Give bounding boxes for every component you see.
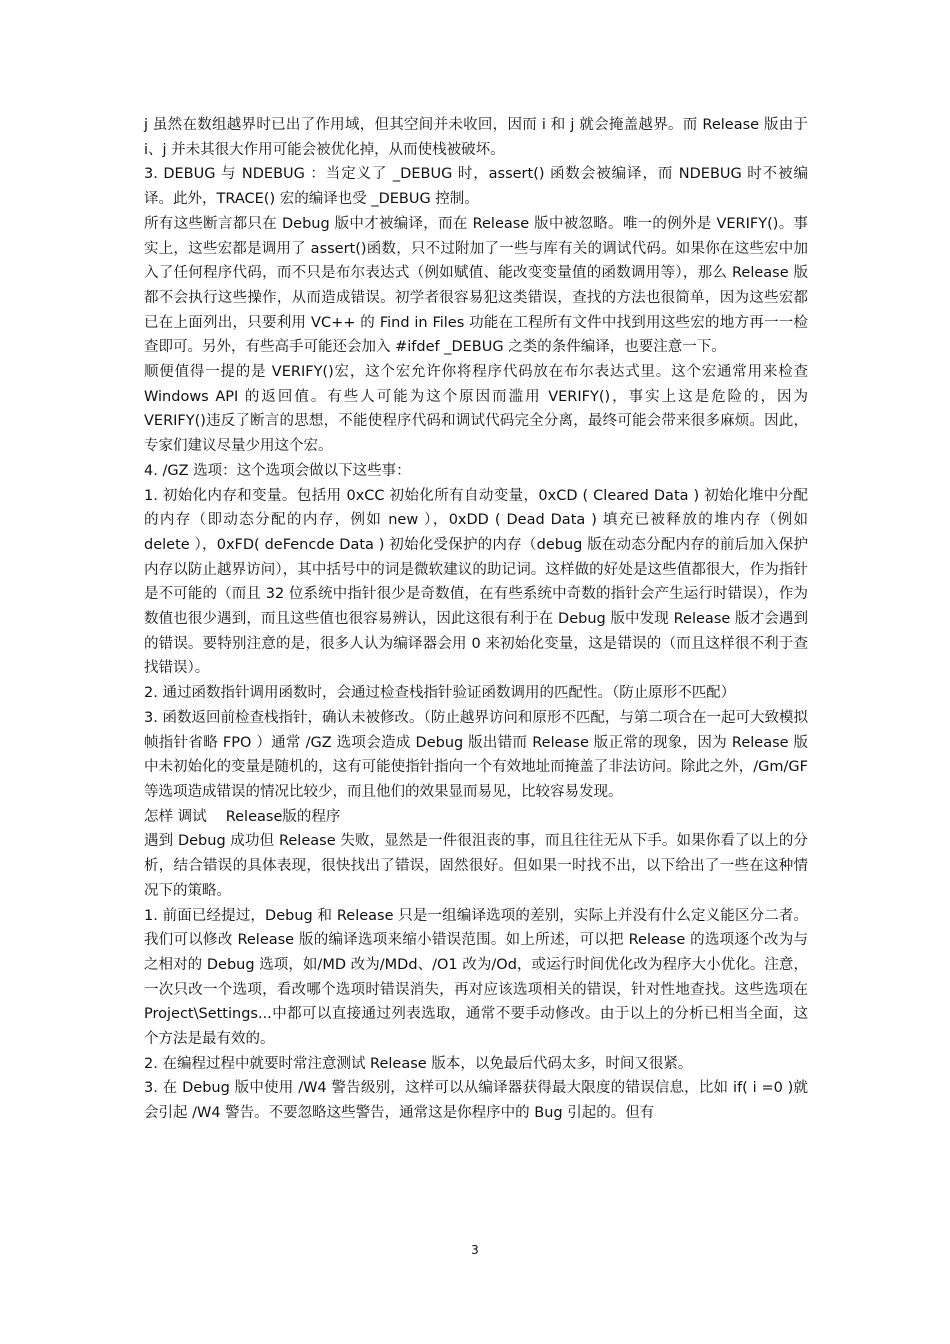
section-heading: 怎样 调试 Release版的程序 xyxy=(144,808,341,825)
paragraph: 3. 在 Debug 版中使用 /W4 警告级别，这样可以从编译器获得最大限度的错误信息，比如 if( i =0 )就会引起 /W4 警告。不要忽略这些警告，通常这是你程序中的 Bug 引起的。但有 xyxy=(144,1080,808,1122)
paragraph: 3. DEBUG 与 NDEBUG ：当定义了 _DEBUG 时，assert() 函数会被编译，而 NDEBUG 时不被编译。此外，TRACE() 宏的编译也受 _DEBUG 控制。 xyxy=(144,166,808,208)
paragraph: 3. 函数返回前检查栈指针，确认未被修改。（防止越界访问和原形不匹配，与第二项合在一起可大致模拟帧指针省略 FPO ）通常 /GZ 选项会造成 Debug 版出错而 Release 版正常的现象，因为 Release 版中未初始化的变量是随机的，这有可能使指针指向一个有效地址而掩盖了非法访问。除此之外，/Gm/GF 等选项造成错误的情况比较少，而且他们的效果显而易见，比较容易发现。 xyxy=(144,709,808,800)
paragraph: 所有这些断言都只在 Debug 版中才被编译，而在 Release 版中被忽略。唯一的例外是 VERIFY()。事实上，这些宏都是调用了 assert()函数，只不过附加了一些与库有关的调试代码。如果你在这些宏中加入了任何程序代码，而不只是布尔表达式（例如赋值、能改变变量值的函数调用等），那么 Release 版都不会执行这些操作，从而造成错误。初学者很容易犯这类错误，查找的方法也很简单，因为这些宏都已在上面列出，只要利用 VC++ 的 Find in Files 功能在工程所有文件中找到用这些宏的地方再一一检查即可。另外，有些高手可能还会加入 #ifdef _DEBUG 之类的条件编译，也要注意一下。 xyxy=(144,215,808,356)
paragraph: j 虽然在数组越界时已出了作用域，但其空间并未收回，因而 i 和 j 就会掩盖越界。而 Release 版由于 i、j 并未其很大作用可能会被优化掉，从而使栈被破坏。 xyxy=(144,117,808,158)
paragraph: 2. 在编程过程中就要时常注意测试 Release 版本，以免最后代码太多，时间又很紧。 xyxy=(144,1055,693,1072)
section-heading: 4. /GZ 选项：这个选项会做以下这些事： xyxy=(144,462,411,479)
paragraph: 1. 前面已经提过，Debug 和 Release 只是一组编译选项的差别，实际上并没有什么定义能区分二者。我们可以修改 Release 版的编译选项来缩小错误范围。如上所述，可以把 Release 的选项逐个改为与之相对的 Debug 选项，如/MD 改为/MDd、/O1 改为/Od，或运行时间优化改为程序大小优化。注意，一次只改一个选项，看改哪个选项时错误消失，再对应该选项相关的错误，针对性地查找。这些选项在 Project\Settings...中都可以直接通过列表选取，通常不要手动修改。由于以上的分析已相当全面，这个方法是最有效的。 xyxy=(144,907,808,1048)
paragraph: 1. 初始化内存和变量。包括用 0xCC 初始化所有自动变量，0xCD ( Cleared Data ) 初始化堆中分配的内存（即动态分配的内存，例如 new ），0xDD ( Dead Data ) 填充已被释放的堆内存（例如 delete ），0xFD( deFencde Data ) 初始化受保护的内存（debug 版在动态分配内存的前后加入保护内存以防止越界访问），其中括号中的词是微软建议的助记词。这样做的好处是这些值都很大，作为指针是不可能的（而且 32 位系统中指针很少是奇数值，在有些系统中奇数的指针会产生运行时错误），作为数值也很少遇到，而且这些值也很容易辨认，因此这很有利于在 Debug 版中发现 Release 版才会遇到的错误。要特别注意的是，很多人认为编译器会用 0 来初始化变量，这是错误的（而且这样很不利于查找错误）。 xyxy=(144,487,808,677)
paragraph: 顺便值得一提的是 VERIFY()宏，这个宏允许你将程序代码放在布尔表达式里。这个宏通常用来检查 Windows API 的返回值。有些人可能为这个原因而滥用 VERIFY()，事实上这是危险的，因为 VERIFY()违反了断言的思想，不能使程序代码和调试代码完全分离，最终可能会带来很多麻烦。因此，专家们建议尽量少用这个宏。 xyxy=(144,364,808,455)
page-body xyxy=(144,113,808,1126)
paragraph: 遇到 Debug 成功但 Release 失败，显然是一件很沮丧的事，而且往往无从下手。如果你看了以上的分析，结合错误的具体表现，很快找出了错误，固然很好。但如果一时找不出，以下给出了一些在这种情况下的策略。 xyxy=(144,833,808,899)
paragraph: 2. 通过函数指针调用函数时，会通过检查栈指针验证函数调用的匹配性。（防止原形不匹配） xyxy=(144,685,736,702)
page-number: 3 xyxy=(471,1243,479,1257)
